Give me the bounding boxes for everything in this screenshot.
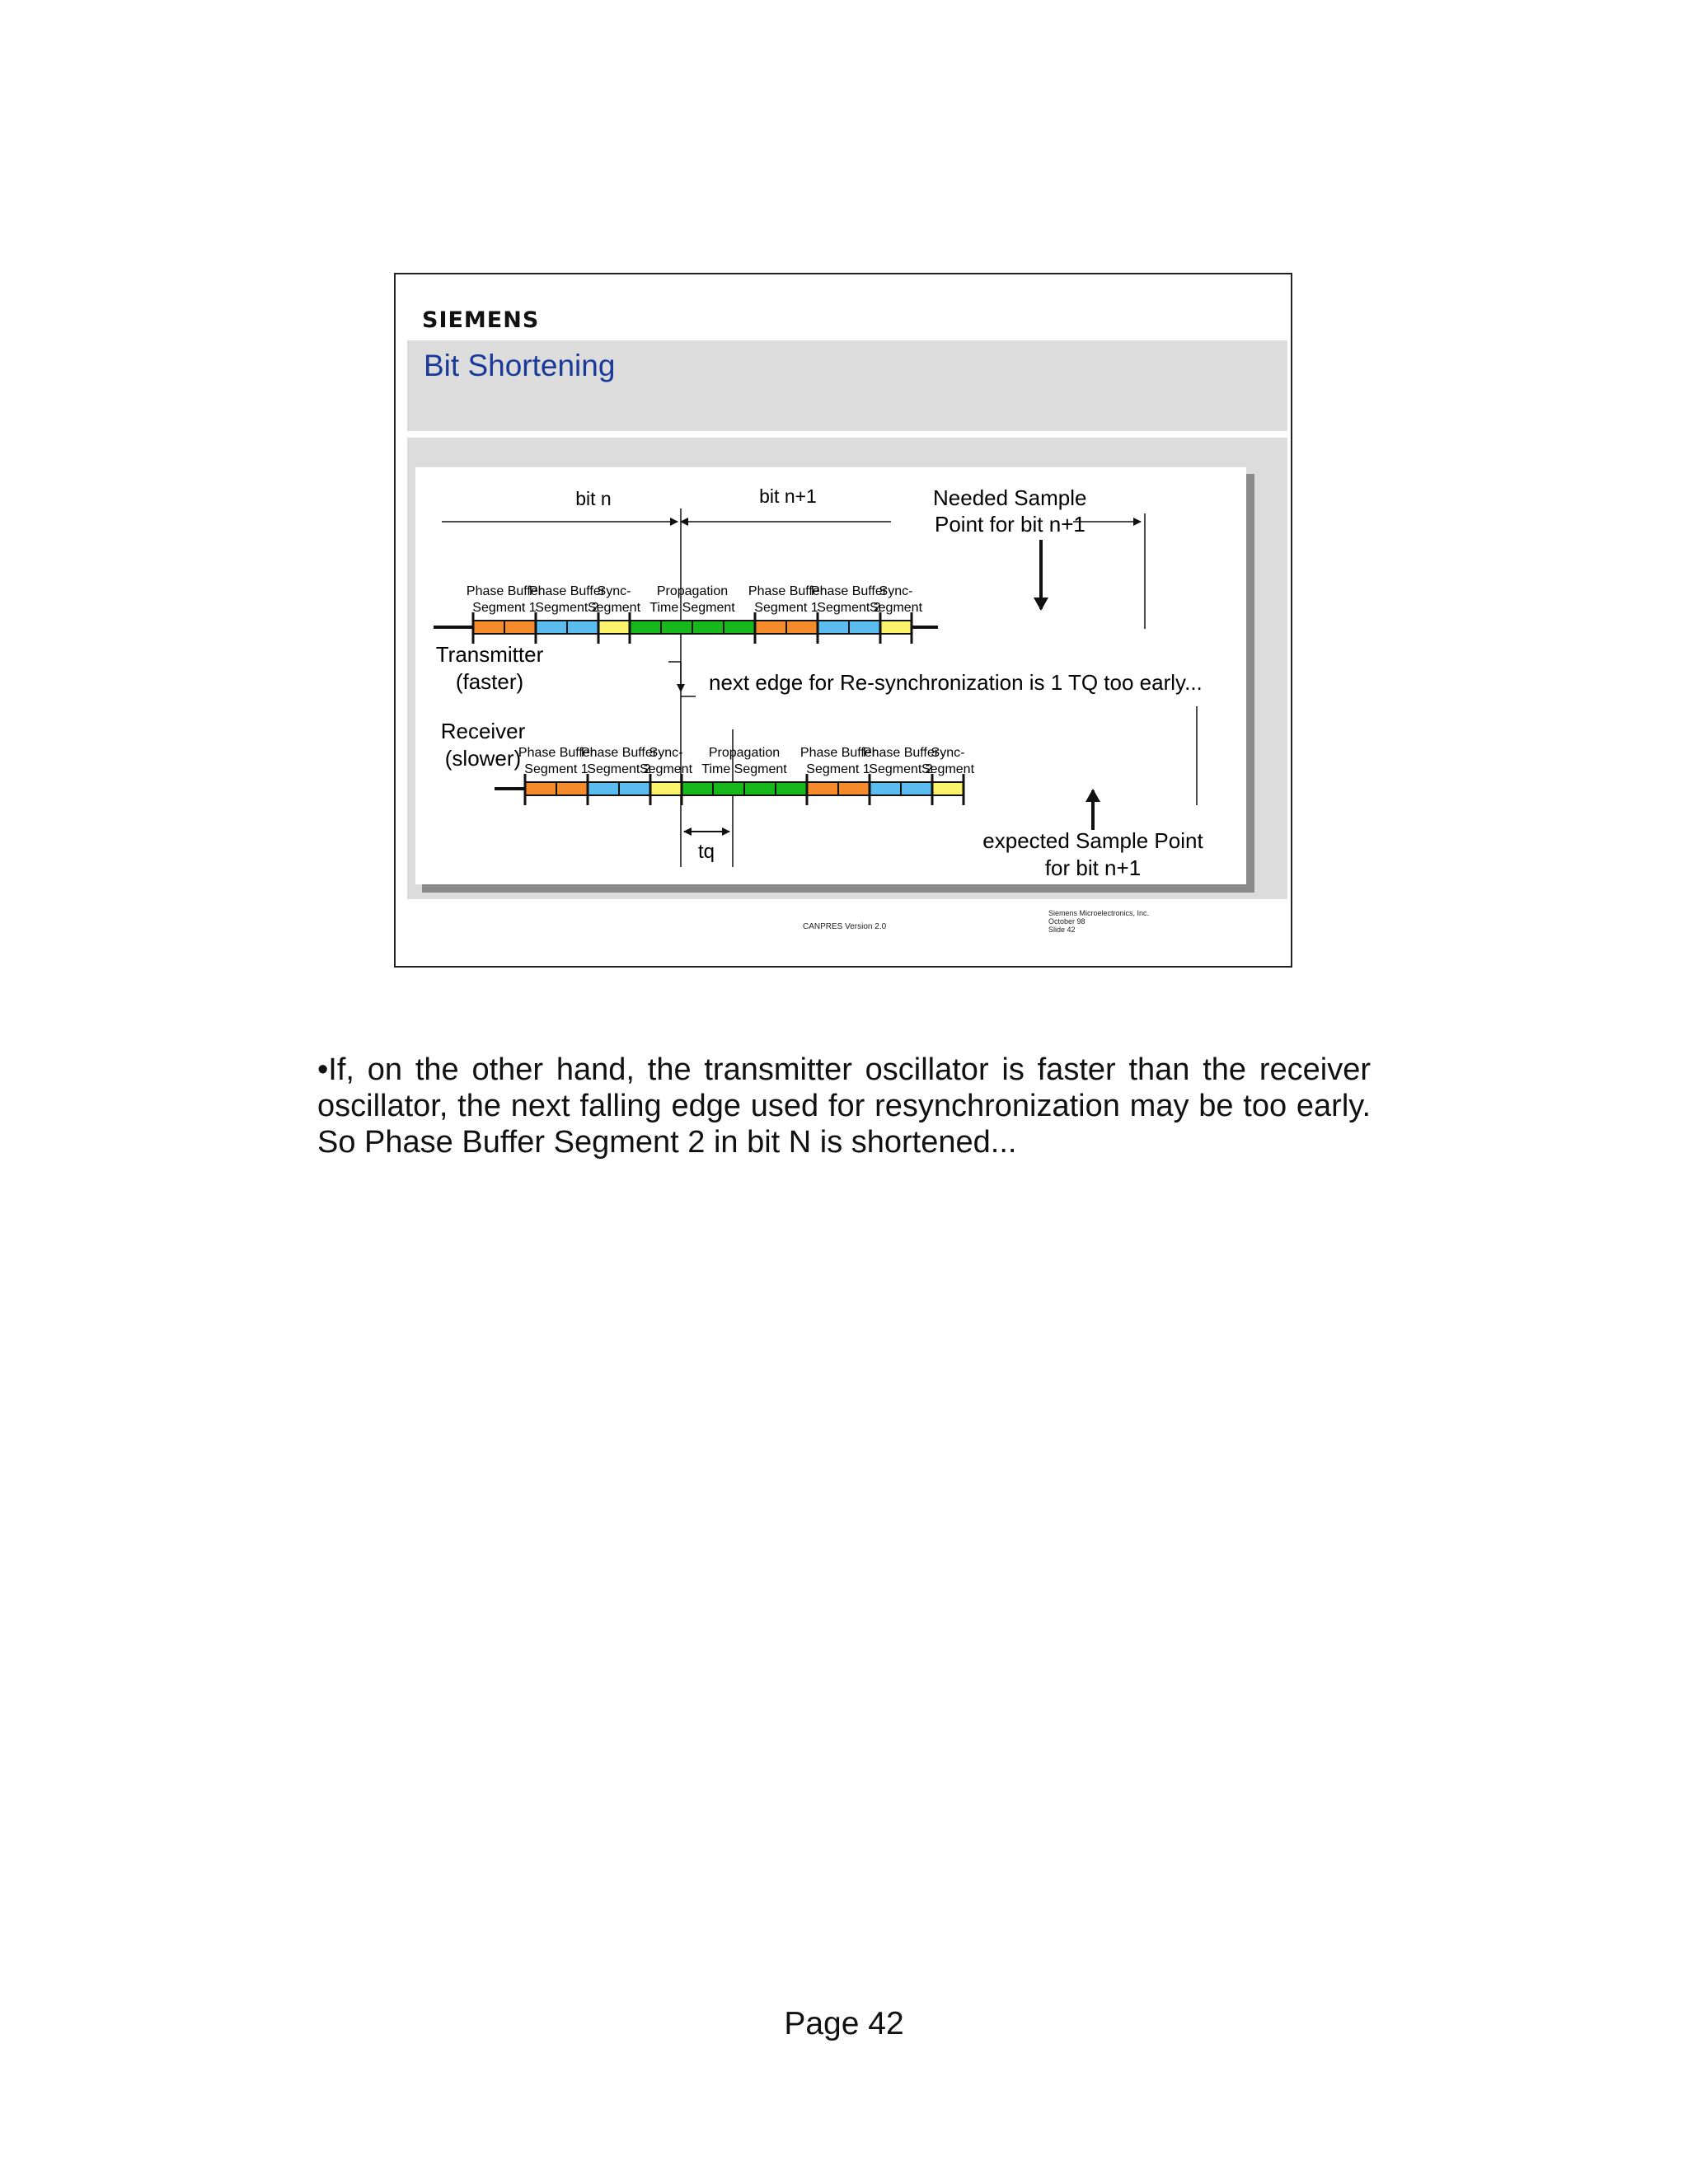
bit-timing-diagram [415,467,1266,896]
tx-label-pbs2: Phase Buffer [810,584,888,598]
rx-tq-pbs2 [901,782,932,795]
rx-tq-prop [744,782,776,795]
rx-label-sync: Segment [639,762,693,776]
expected-sample-label-1: expected Sample Point [982,828,1203,853]
siemens-logo: SIEMENS [422,307,540,333]
tx-tq-pbs2 [536,621,567,634]
tx-label-sync: Sync- [597,584,631,598]
tx-tq-pbs2 [849,621,880,634]
tx-tq-sync [598,621,630,634]
rx-tq-sync [650,782,682,795]
rx-label-pbs2: Phase Buffer [580,746,658,760]
page-number: Page 42 [784,2006,904,2041]
tx-label-pbs1: Phase Buffer [466,584,543,598]
tx-tq-pbs1 [473,621,504,634]
footer-slide-line: Slide 42 [1048,926,1076,934]
rx-label-sync: Segment [921,762,975,776]
tx-tq-prop [692,621,724,634]
needed-sample-label-2: Point for bit n+1 [935,512,1085,537]
footer-company-line: Siemens Microelectronics, Inc. [1048,909,1150,917]
tx-tq-prop [630,621,661,634]
tx-tq-pbs2 [567,621,598,634]
rx-tq-pbs2 [619,782,650,795]
rx-tq-pbs1 [525,782,556,795]
rx-tq-prop [713,782,744,795]
tx-label-prop: Time Segment [649,601,735,615]
receiver-label-1: Receiver [440,719,526,743]
rx-tq-pbs2 [870,782,901,795]
rx-label-pbs1: Phase Buffer [518,746,595,760]
tx-tq-prop [724,621,755,634]
slide-title: Bit Shortening [424,349,616,382]
needed-sample-label-1: Needed Sample [933,485,1087,510]
tx-label-pbs2: Phase Buffer [528,584,606,598]
rx-label-sync: Sync- [649,746,683,760]
tx-label-pbs2: Segment 2 [817,601,881,615]
footer-date-line: October 98 [1048,917,1085,926]
tx-label-sync: Segment [869,601,923,615]
rx-tq-pbs1 [556,782,588,795]
rx-tq-pbs1 [838,782,870,795]
rx-tq-pbs1 [807,782,838,795]
rx-tq-prop [682,782,713,795]
slide-footer-version: CANPRES Version 2.0 [803,922,887,931]
tx-tq-pbs1 [786,621,818,634]
rx-label-prop: Time Segment [701,762,787,776]
tx-tq-pbs1 [755,621,786,634]
tx-label-pbs1: Segment 1 [754,601,818,615]
title-band [407,340,1287,431]
rx-label-prop: Propagation [708,746,781,760]
bit-n1-label: bit n+1 [759,485,817,507]
tx-tq-prop [661,621,692,634]
receiver-label-2: (slower) [444,746,522,771]
rx-tq-sync [932,782,964,795]
rx-label-pbs2: Segment 2 [587,762,651,776]
transmitter-label-2: (faster) [455,669,524,694]
tx-label-sync: Sync- [879,584,913,598]
tx-label-sync: Segment [587,601,641,615]
body-paragraph: •If, on the other hand, the transmitter oscillator is faster than the receiver oscillator, the next falling edge used for resynchronization may be too early. So Phase Buffer Segment 2 in bit N is shortened... [317,1052,1371,1160]
tx-tq-pbs2 [818,621,849,634]
rx-tq-prop [776,782,807,795]
rx-label-pbs2: Segment 2 [869,762,933,776]
tx-label-pbs2: Segment 2 [535,601,599,615]
rx-label-pbs2: Phase Buffer [862,746,940,760]
rx-label-pbs1: Segment 1 [524,762,588,776]
rx-label-sync: Sync- [931,746,965,760]
tx-label-pbs1: Segment 1 [472,601,537,615]
rx-tq-pbs2 [588,782,619,795]
slide-footer-company [1048,909,1149,934]
transmitter-label-1: Transmitter [435,642,544,667]
bit-n-label: bit n [575,488,612,509]
expected-sample-label-2: for bit n+1 [1044,855,1142,880]
rx-label-pbs1: Phase Buffer [799,746,877,760]
tx-label-pbs1: Phase Buffer [748,584,825,598]
tx-tq-sync [880,621,912,634]
tx-tq-pbs1 [504,621,536,634]
tx-label-prop: Propagation [656,584,729,598]
rx-label-pbs1: Segment 1 [806,762,870,776]
tq-label: tq [697,841,715,863]
next-edge-note: next edge for Re-synchronization is 1 TQ too early... [709,670,1203,695]
slide-frame [394,273,1292,968]
